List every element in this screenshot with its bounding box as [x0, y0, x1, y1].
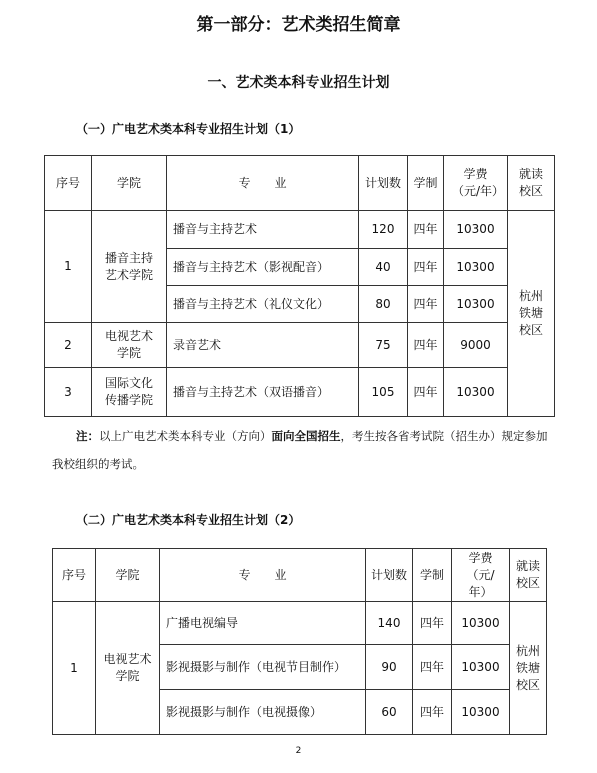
- header-index: 序号: [53, 549, 96, 602]
- row-quota: 105: [359, 368, 408, 417]
- row-quota: 90: [366, 645, 413, 690]
- table-row: [45, 323, 555, 368]
- header-fee: 学费（元/年）: [444, 156, 508, 211]
- row-fee: 10300: [452, 645, 510, 690]
- row-index: 1: [53, 602, 96, 735]
- row-duration: 四年: [413, 645, 452, 690]
- row-index: 3: [45, 368, 92, 417]
- header-major: 专 业: [167, 156, 359, 211]
- row-fee: 10300: [444, 211, 508, 249]
- row-index: 1: [45, 211, 92, 323]
- row-fee: 10300: [452, 690, 510, 735]
- row-quota: 120: [359, 211, 408, 249]
- row-college: 电视艺术学院: [96, 602, 160, 735]
- header-index: 序号: [45, 156, 92, 211]
- header-duration: 学制: [413, 549, 452, 602]
- row-major: 广播电视编导: [160, 602, 366, 645]
- row-quota: 80: [359, 286, 408, 323]
- row-fee: 10300: [444, 368, 508, 417]
- row-duration: 四年: [408, 368, 444, 417]
- row-fee: 10300: [444, 249, 508, 286]
- row-fee: 10300: [452, 602, 510, 645]
- table1-heading: （一）广电艺术类本科专业招生计划（1）: [76, 122, 301, 136]
- table-row: [45, 211, 555, 249]
- table2-header-row: [53, 549, 547, 602]
- table-row: [45, 368, 555, 417]
- row-campus: 杭州铁塘校区: [510, 602, 547, 735]
- header-duration: 学制: [408, 156, 444, 211]
- page-number: 2: [295, 746, 302, 756]
- row-college: 播音主持艺术学院: [92, 211, 167, 323]
- table-row: [53, 602, 547, 645]
- table1-header-row: [45, 156, 555, 211]
- header-college: 学院: [92, 156, 167, 211]
- header-major: 专 业: [160, 549, 366, 602]
- row-fee: 10300: [444, 286, 508, 323]
- row-quota: 75: [359, 323, 408, 368]
- row-college: 国际文化传播学院: [92, 368, 167, 417]
- row-quota: 60: [366, 690, 413, 735]
- row-major: 播音与主持艺术（双语播音）: [167, 368, 359, 417]
- enrollment-table-1: [44, 155, 555, 417]
- row-college: 电视艺术学院: [92, 323, 167, 368]
- header-college: 学院: [96, 549, 160, 602]
- header-quota: 计划数: [366, 549, 413, 602]
- row-major: 播音与主持艺术（礼仪文化）: [167, 286, 359, 323]
- row-quota: 140: [366, 602, 413, 645]
- row-major: 录音艺术: [167, 323, 359, 368]
- row-major: 播音与主持艺术（影视配音）: [167, 249, 359, 286]
- row-index: 2: [45, 323, 92, 368]
- row-quota: 40: [359, 249, 408, 286]
- header-campus: 就读校区: [510, 549, 547, 602]
- page-title: 第一部分：艺术类招生简章: [196, 15, 401, 35]
- row-major: 播音与主持艺术: [167, 211, 359, 249]
- row-major: 影视摄影与制作（电视节目制作）: [160, 645, 366, 690]
- row-fee: 9000: [444, 323, 508, 368]
- row-duration: 四年: [408, 286, 444, 323]
- note-text-2: ，考生按各省考试院（招生办）规定参加我校组织的考试。: [52, 429, 548, 471]
- table2-heading: （二）广电艺术类本科专业招生计划（2）: [76, 513, 301, 527]
- header-campus: 就读校区: [508, 156, 555, 211]
- header-fee: 学费（元/年）: [452, 549, 510, 602]
- row-duration: 四年: [408, 249, 444, 286]
- row-duration: 四年: [408, 323, 444, 368]
- note-emphasis: 面向全国招生: [271, 429, 341, 443]
- enrollment-table-2: [52, 548, 547, 735]
- note-label: 注：: [76, 429, 99, 443]
- row-major: 影视摄影与制作（电视摄像）: [160, 690, 366, 735]
- row-duration: 四年: [413, 602, 452, 645]
- row-duration: 四年: [413, 690, 452, 735]
- section-subtitle: 一、艺术类本科专业招生计划: [207, 75, 390, 91]
- row-campus: 杭州铁塘校区: [508, 211, 555, 417]
- header-quota: 计划数: [359, 156, 408, 211]
- row-duration: 四年: [408, 211, 444, 249]
- note-text-1: 以上广电艺术类本科专业（方向）: [99, 429, 272, 443]
- enrollment-note: [52, 422, 548, 478]
